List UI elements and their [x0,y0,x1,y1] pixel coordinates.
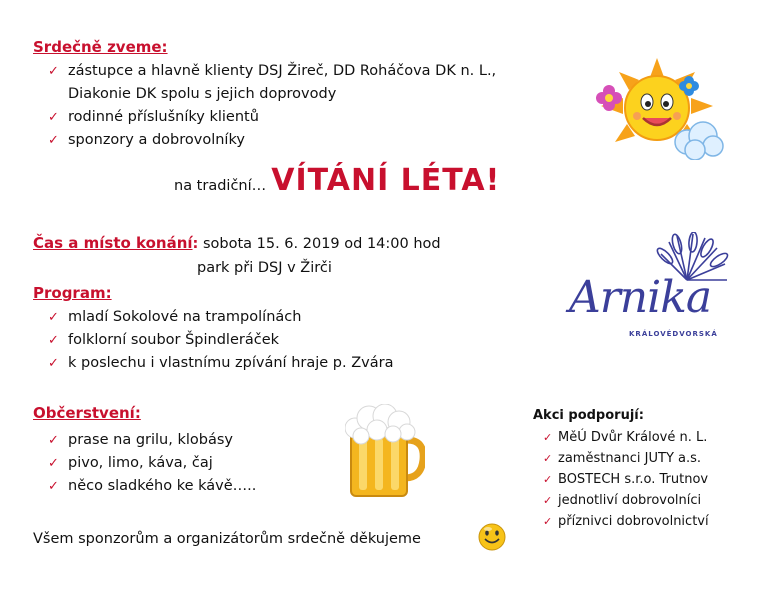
arnika-logo-word: Arnika [569,272,712,323]
smiley-icon [477,522,507,552]
list-item [543,493,709,514]
list-item-text: něco sladkého ke kávě….. [68,478,257,494]
arnika-logo [565,232,740,362]
list-item-text: mladí Sokolové na trampolínách [68,309,302,325]
check-icon: ✓ [543,452,553,465]
check-icon: ✓ [48,333,59,348]
invite-heading: Srdečně zveme: [33,38,168,56]
list-item-text: MěÚ Dvůr Králové n. L. [558,430,708,445]
check-icon: ✓ [48,456,59,471]
list-item-text: rodinné příslušníky klientů [68,109,259,125]
invite-list [48,61,496,153]
list-item-text: folklorní soubor Špindleráček [68,332,280,348]
check-icon: ✓ [543,473,553,486]
list-item-text: Diakonie DK spolu s jejich doprovody [68,86,337,102]
check-icon: ✓ [48,479,59,494]
thanks-text: Všem sponzorům a organizátorům srdečně děkujeme [33,531,421,547]
check-icon: ✓ [543,494,553,507]
check-icon: ✓ [48,310,59,325]
food-list [48,430,256,499]
list-item-text: prase na grilu, klobásy [68,432,233,448]
arnika-logo-sub: KRÁLOVÉDVORSKÁ [629,330,718,338]
time-label: Čas a místo konání [33,234,193,252]
list-item [48,107,496,130]
list-item-continuation [48,84,496,107]
list-item [48,453,256,476]
check-icon: ✓ [543,515,553,528]
list-item-text: BOSTECH s.r.o. Trutnov [558,472,709,487]
list-item-text: zaměstnanci JUTY a.s. [558,451,702,466]
support-heading: Akci podporují: [533,408,644,423]
place-value: park při DSJ v Žirči [197,260,332,276]
list-item-text: jednotliví dobrovolníci [558,493,702,508]
list-item [543,472,709,493]
time-colon: : [192,236,199,252]
list-item-text: sponzory a dobrovolníky [68,132,245,148]
list-item [48,330,393,353]
check-icon: ✓ [48,356,59,371]
title-main: VÍTÁNÍ LÉTA! [271,163,501,198]
list-item [48,353,393,376]
list-item [48,130,496,153]
list-item [543,430,709,451]
time-value: sobota 15. 6. 2019 od 14:00 hod [202,236,441,252]
list-item [48,430,256,453]
list-item [543,451,709,472]
event-title [174,163,500,198]
list-item-text: zástupce a hlavně klienty DSJ Žireč, DD Roháčova DK n. L., [68,63,497,79]
list-item-text: pivo, limo, káva, čaj [68,455,213,471]
check-icon: ✓ [48,433,59,448]
list-item [48,476,256,499]
check-icon: ✓ [48,133,59,148]
program-list [48,307,393,376]
check-icon: ✓ [48,110,59,125]
title-prefix: na tradiční… [174,178,267,194]
list-item-text: příznivci dobrovolnictví [558,514,709,529]
check-icon: ✓ [543,431,553,444]
beer-mug-icon [345,404,425,500]
list-item [543,514,709,535]
support-list [543,430,709,535]
list-item [48,307,393,330]
program-heading: Program: [33,284,112,302]
time-line [33,233,441,254]
list-item-text: k poslechu i vlastnímu zpívání hraje p. Zvára [68,355,394,371]
check-icon: ✓ [48,64,59,79]
sun-icon [595,58,725,160]
list-item [48,61,496,84]
food-heading: Občerstvení: [33,404,141,422]
